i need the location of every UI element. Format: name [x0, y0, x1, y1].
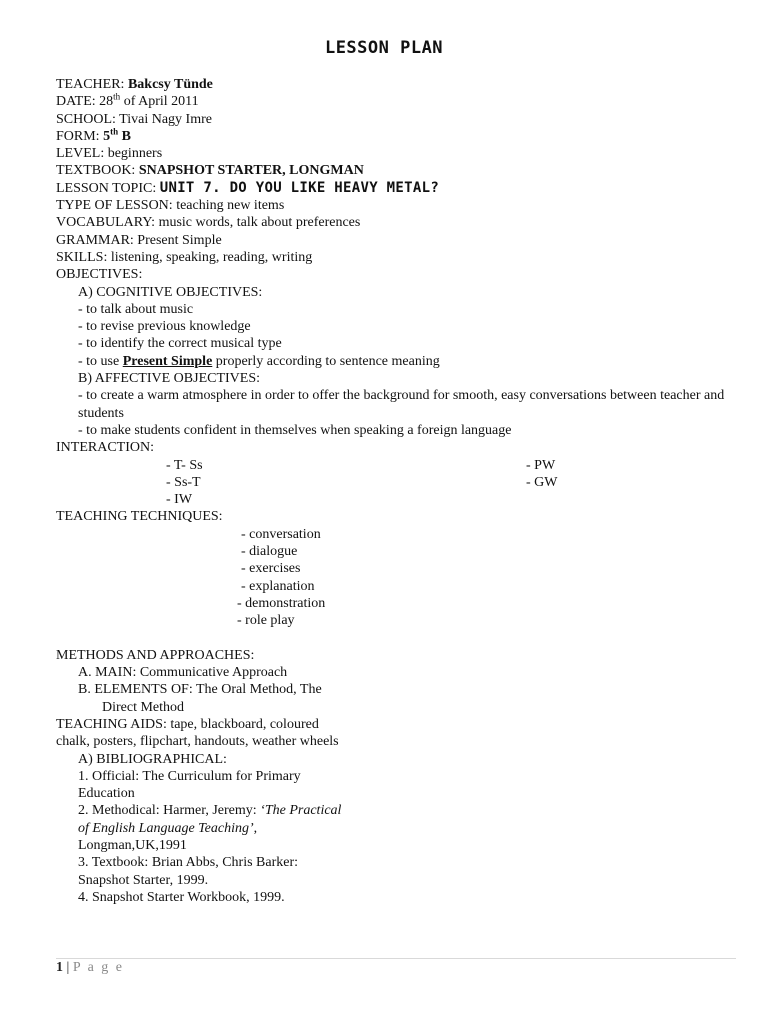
- teacher-name: Bakcsy Tünde: [127, 77, 213, 92]
- type-of-lesson-line: [56, 197, 736, 214]
- interaction-row: [56, 474, 736, 491]
- affective-heading: B) AFFECTIVE OBJECTIVES:: [78, 371, 261, 387]
- form-line: [56, 128, 736, 145]
- textbook-value: SNAPSHOT STARTER, LONGMAN: [138, 163, 364, 179]
- list-item: Snapshot Starter, 1999.: [78, 872, 209, 888]
- list-item: - to create a warm atmosphere in order to offer the background for smooth, easy conversations between teacher and students: [78, 388, 725, 421]
- footer-divider: [56, 958, 736, 959]
- vocabulary-value: music words, talk about preferences: [158, 215, 361, 231]
- teaching-aids-line: chalk, posters, flipchart, handouts, weather wheels: [56, 734, 339, 750]
- lesson-topic-value: UNIT 7. DO YOU LIKE HEAVY METAL?: [159, 179, 440, 196]
- skills-label: SKILLS:: [56, 249, 111, 265]
- form-label: FORM:: [56, 128, 104, 144]
- interaction-heading: INTERACTION:: [56, 440, 154, 456]
- skills-value: listening, speaking, reading, writing: [110, 249, 313, 265]
- use-suffix: properly according to sentence meaning: [212, 353, 440, 369]
- list-item: - to revise previous knowledge: [78, 319, 251, 335]
- comma: ,: [253, 820, 258, 836]
- form-rest: B: [118, 128, 131, 144]
- teaching-aids-line: TEACHING AIDS: tape, blackboard, coloured: [56, 716, 319, 732]
- interaction-row: [56, 491, 736, 508]
- level-value: beginners: [107, 146, 163, 162]
- type-of-lesson-label: TYPE OF LESSON:: [56, 198, 177, 214]
- date-suffix: th: [113, 91, 121, 102]
- list-item: - dialogue: [241, 544, 298, 560]
- list-item: - to identify the correct musical type: [78, 336, 282, 352]
- list-item: 3. Textbook: Brian Abbs, Chris Barker:: [78, 855, 299, 871]
- level-label: LEVEL:: [56, 146, 108, 162]
- reference-prefix: 2. Methodical: Harmer, Jeremy:: [78, 803, 261, 819]
- date-day: 28: [99, 94, 114, 110]
- list-item: A. MAIN: Communicative Approach: [78, 665, 288, 681]
- level-line: [56, 145, 736, 162]
- use-prefix: - to use: [78, 353, 123, 369]
- skills-line: [56, 249, 736, 266]
- vocabulary-label: VOCABULARY:: [56, 215, 159, 231]
- techniques-heading: TEACHING TECHNIQUES:: [56, 509, 223, 525]
- list-item: [56, 820, 736, 837]
- interaction-item: - PW: [526, 457, 556, 473]
- cognitive-heading: A) COGNITIVE OBJECTIVES:: [78, 284, 263, 300]
- lesson-plan-body: [56, 76, 736, 906]
- book-title: of English Language Teaching’: [78, 820, 254, 836]
- list-item: - role play: [237, 613, 295, 629]
- vocabulary-line: [56, 214, 736, 231]
- interaction-item: - Ss-T: [166, 474, 201, 490]
- grammar-label: GRAMMAR:: [56, 232, 138, 248]
- list-item: 1. Official: The Curriculum for Primary: [78, 768, 301, 784]
- form-num: 5: [103, 128, 111, 144]
- school-name: Tivai Nagy Imre: [119, 111, 212, 127]
- page-label: P a g e: [72, 960, 125, 975]
- list-item: [56, 802, 736, 819]
- interaction-item: - GW: [526, 474, 558, 490]
- list-item: B. ELEMENTS OF: The Oral Method, The: [78, 682, 322, 698]
- date-label: DATE:: [56, 94, 100, 110]
- school-label: SCHOOL:: [56, 111, 120, 127]
- bibliographical-heading: A) BIBLIOGRAPHICAL:: [78, 751, 227, 767]
- list-item: - conversation: [241, 526, 321, 542]
- lesson-topic-label: LESSON TOPIC:: [56, 180, 160, 196]
- list-item: - exercises: [241, 561, 301, 577]
- list-item: - demonstration: [237, 595, 326, 611]
- date-rest: of April 2011: [120, 94, 199, 110]
- list-item: 4. Snapshot Starter Workbook, 1999.: [78, 889, 285, 905]
- list-item: - to make students confident in themselves when speaking a foreign language: [78, 422, 512, 438]
- teacher-line: [56, 76, 736, 93]
- present-simple-objective: [56, 353, 736, 370]
- school-line: [56, 111, 736, 128]
- list-item: - explanation: [241, 578, 315, 594]
- page-footer: [56, 960, 124, 976]
- grammar-line: [56, 232, 736, 249]
- list-item: Direct Method: [102, 699, 185, 715]
- interaction-item: - IW: [166, 492, 193, 508]
- objectives-heading: OBJECTIVES:: [56, 267, 143, 283]
- list-item: Education: [78, 786, 135, 802]
- list-item: - to talk about music: [78, 301, 194, 317]
- teacher-label: TEACHER:: [56, 77, 128, 92]
- grammar-value: Present Simple: [137, 232, 222, 248]
- interaction-item: - T- Ss: [166, 457, 203, 473]
- methods-heading: METHODS AND APPROACHES:: [56, 647, 255, 663]
- interaction-row: [56, 457, 736, 474]
- textbook-line: [56, 162, 736, 179]
- page-number: 1: [56, 960, 63, 975]
- page-title: LESSON PLAN: [324, 38, 444, 58]
- present-simple-emphasis: Present Simple: [122, 353, 213, 369]
- date-line: [56, 93, 736, 110]
- form-suffix: th: [110, 126, 119, 137]
- book-title: ‘The Practical: [260, 803, 342, 819]
- list-item: Longman,UK,1991: [78, 838, 187, 854]
- footer-separator: |: [63, 960, 73, 975]
- spacer: [56, 630, 736, 647]
- lesson-topic-line: [56, 180, 736, 197]
- type-of-lesson-value: teaching new items: [176, 198, 285, 214]
- textbook-label: TEXTBOOK:: [56, 163, 139, 179]
